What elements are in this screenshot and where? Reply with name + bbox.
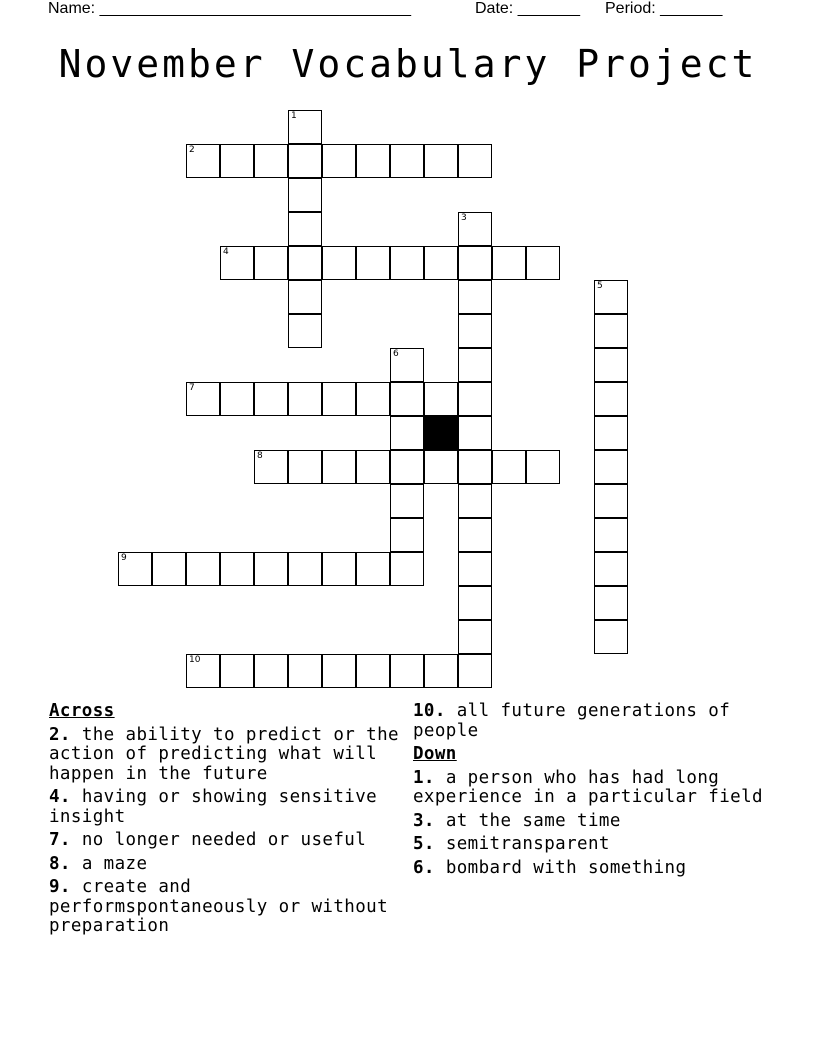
crossword-cell [288,654,322,688]
crossword-cell [152,552,186,586]
crossword-cell [458,450,492,484]
down-clue [413,812,783,832]
crossword-cell [594,348,628,382]
name-field-label: Name: ___________________________________ [48,0,412,17]
clue-text: having or showing sensitive insight [49,787,378,827]
clue-number: 10. [413,701,446,721]
crossword-cell [186,144,220,178]
crossword-cell [458,382,492,416]
down-heading: Down [413,744,457,764]
crossword-cell [220,654,254,688]
crossword-cell [288,450,322,484]
crossword-cell [458,280,492,314]
crossword-cell [322,552,356,586]
crossword-cell [458,620,492,654]
crossword-cell [254,144,288,178]
clue-text: create and performspontaneously or without preparation [49,877,389,936]
crossword-cell [458,144,492,178]
crossword-cell [424,382,458,416]
crossword-cell [424,144,458,178]
crossword-cell [458,552,492,586]
crossword-cell [594,314,628,348]
crossword-cell [322,654,356,688]
crossword-cell [288,212,322,246]
crossword-cell [458,246,492,280]
crossword-cell [594,518,628,552]
crossword-cell [288,246,322,280]
crossword-cell [254,654,288,688]
clue-number: 1. [413,767,435,788]
crossword-cell [594,280,628,314]
crossword-cell [458,416,492,450]
crossword-cell [186,654,220,688]
crossword-cell [458,586,492,620]
crossword-cell [254,450,288,484]
crossword-cell [356,144,390,178]
crossword-cell [390,144,424,178]
clue-text: no longer needed or useful [81,830,367,850]
down-clue [413,835,783,855]
crossword-cell [356,450,390,484]
crossword-cell [424,246,458,280]
clue-number: 8. [49,853,71,874]
clues-right-column [413,702,783,882]
crossword-cell [390,654,424,688]
crossword-cell [288,314,322,348]
crossword-cell [288,144,322,178]
cell-number: 2 [189,145,195,155]
clue-number: 9. [49,877,71,897]
crossword-cell [220,552,254,586]
period-field-label: Period: _______ [605,0,723,17]
crossword-cell [492,246,526,280]
crossword-cell [458,654,492,688]
crossword-cell [594,484,628,518]
crossword-cell [390,382,424,416]
crossword-cell [254,246,288,280]
crossword-cell [118,552,152,586]
crossword-cell [594,382,628,416]
crossword-cell [288,552,322,586]
crossword-cell [458,212,492,246]
across-clue [49,855,409,875]
clue-text: a person who has had long experience in a particular field [413,767,763,807]
crossword-cell [220,144,254,178]
crossword-cell [594,620,628,654]
across-clue [49,878,409,937]
clue-text: bombard with something [445,857,687,878]
clue-text: semitransparent [445,834,610,854]
cell-number: 8 [257,451,263,461]
crossword-cell [390,348,424,382]
crossword-cell [254,552,288,586]
crossword-cell [458,348,492,382]
crossword-cell [322,450,356,484]
crossword-cell [288,280,322,314]
cell-number: 4 [223,247,229,257]
crossword-cell [186,382,220,416]
crossword-cell [526,450,560,484]
across-heading: Across [49,701,115,721]
crossword-cell [458,484,492,518]
crossword-cell [356,246,390,280]
across-clue [49,831,409,851]
crossword-cell [288,178,322,212]
crossword-cell [390,416,424,450]
crossword-cell [594,552,628,586]
clue-number: 4. [49,787,71,807]
crossword-cell [322,144,356,178]
crossword-cell [390,552,424,586]
crossword-cell [526,246,560,280]
clue-number: 6. [413,857,435,878]
crossword-cell [322,246,356,280]
clue-text: at the same time [445,810,621,831]
crossword-cell [492,450,526,484]
down-clue [413,769,783,808]
crossword-cell [220,246,254,280]
clue-number: 7. [49,830,71,850]
cell-number: 9 [121,553,127,563]
crossword-cell [390,484,424,518]
across-clue [49,788,409,827]
cell-number: 7 [189,383,195,393]
page-title: November Vocabulary Project [58,42,758,86]
clue-text: all future generations of people [413,701,731,741]
crossword-cell [458,314,492,348]
clue-number: 2. [49,724,71,745]
crossword-cell [390,518,424,552]
clue-number: 5. [413,834,435,854]
black-cell [424,416,458,450]
crossword-cell [356,382,390,416]
down-clue [413,859,783,879]
crossword-cell [356,552,390,586]
cell-number: 6 [393,349,399,359]
clue-text: the ability to predict or the action of predicting what will happen in the future [49,724,399,784]
clues-left-column [49,702,409,941]
cell-number: 10 [189,655,201,665]
crossword-cell [424,450,458,484]
crossword-cell [594,586,628,620]
clue-text: a maze [81,853,148,874]
crossword-cell [458,518,492,552]
crossword-cell [186,552,220,586]
crossword-cell [254,382,288,416]
crossword-cell [390,246,424,280]
crossword-cell [594,450,628,484]
cell-number: 3 [461,213,467,223]
crossword-cell [220,382,254,416]
crossword-cell [288,110,322,144]
cell-number: 5 [597,281,603,291]
cell-number: 1 [291,111,297,121]
crossword-cell [594,416,628,450]
crossword-cell [356,654,390,688]
across-clue [49,726,409,785]
across-clue [413,702,783,741]
crossword-cell [288,382,322,416]
date-field-label: Date: _______ [475,0,580,17]
crossword-cell [322,382,356,416]
crossword-cell [424,654,458,688]
clue-number: 3. [413,810,435,831]
crossword-cell [390,450,424,484]
